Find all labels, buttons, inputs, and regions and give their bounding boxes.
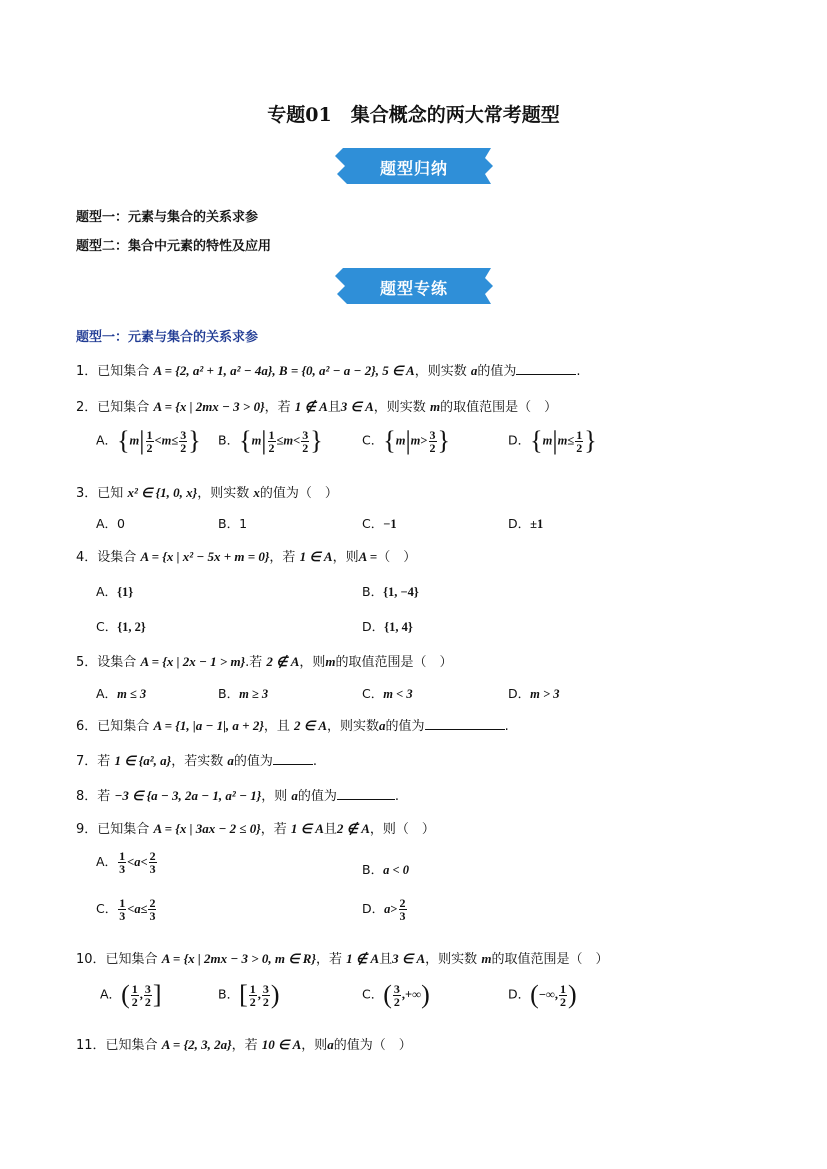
q3-option-b: B．1 bbox=[218, 516, 248, 531]
math-expression: A = {x | 3ax − 2 ≤ 0} bbox=[153, 821, 261, 836]
q4-option-d: D．{1, 4} bbox=[362, 619, 413, 634]
math-expression: A = {x | 2mx − 3 > 0} bbox=[153, 399, 265, 414]
question-4: 4．设集合 A = {x | x² − 5x + m = 0}，若 1 ∈ A，则A =（ ） bbox=[76, 549, 417, 565]
q5-option-d: D．m > 3 bbox=[508, 686, 560, 701]
math-expression: 1 ∈ {a², a} bbox=[114, 753, 172, 768]
section-heading: 题型一：元素与集合的关系求参 bbox=[76, 330, 259, 345]
q4-option-c: C．{1, 2} bbox=[96, 619, 146, 634]
math-expression: A = {x | 2mx − 3 > 0, m ∈ R} bbox=[161, 951, 316, 966]
q2-option-a: A．{m| $\frac{1}{2}$ <m≤ $\frac{3}{2}$ } bbox=[96, 426, 201, 455]
q2-option-d: D．{m|m≤ $\frac{1}{2}$ } bbox=[508, 426, 597, 455]
summary-item-2: 题型二：集合中元素的特性及应用 bbox=[76, 239, 272, 254]
banner-summary bbox=[333, 146, 495, 186]
question-2: 2．已知集合 A = {x | 2mx − 3 > 0}，若 1 ∉ A且3 ∈ A，则实数 m的取值范围是（ ） bbox=[76, 399, 558, 415]
math-expression: A = {x | 2x − 1 > m} bbox=[140, 654, 246, 669]
q4-option-b: B．{1, −4} bbox=[362, 584, 419, 599]
q4-option-a: A．{1} bbox=[96, 584, 134, 599]
q2-option-b: B．{m| $\frac{1}{2}$ ≤m< $\frac{3}{2}$ } bbox=[218, 426, 323, 455]
q9-option-c: C． $\frac{1}{3}$ <a≤ $\frac{2}{3}$ bbox=[96, 896, 156, 923]
q3-option-d: D．±1 bbox=[508, 516, 544, 531]
question-6: 6．已知集合 A = {1, |a − 1|, a + 2}，且 2 ∈ A，则实数a的值为 . bbox=[76, 718, 509, 734]
math-expression: x² ∈ {1, 0, x} bbox=[127, 485, 198, 500]
q3-option-c: C．−1 bbox=[362, 516, 397, 531]
page-title: 专题01 集合概念的两大常考题型 bbox=[267, 104, 560, 126]
q2-option-c: C．{m|m> $\frac{3}{2}$ } bbox=[362, 426, 451, 455]
q5-option-b: B．m ≥ 3 bbox=[218, 686, 269, 701]
summary-item-1: 题型一：元素与集合的关系求参 bbox=[76, 210, 259, 225]
banner-summary-label: 题型归纳 bbox=[379, 159, 448, 178]
answer-blank bbox=[516, 362, 576, 375]
q10-option-b: B．[ $\frac{1}{2}$ , $\frac{3}{2}$ ) bbox=[218, 980, 280, 1009]
math-expression: A = {1, |a − 1|, a + 2} bbox=[153, 718, 264, 733]
math-expression: A = {2, a² + 1, a² − 4a}, B = {0, a² − a − 2}, 5 ∈ A bbox=[153, 363, 415, 378]
q9-option-a: A． $\frac{1}{3}$ <a< $\frac{2}{3}$ bbox=[96, 849, 156, 876]
math-expression: A = {2, 3, 2a} bbox=[161, 1037, 232, 1052]
banner-practice-label: 题型专练 bbox=[379, 279, 448, 298]
answer-blank bbox=[337, 787, 395, 800]
q10-option-d: D．(−∞, $\frac{1}{2}$ ) bbox=[508, 980, 577, 1009]
q-number: 1． bbox=[76, 364, 98, 379]
question-10: 10．已知集合 A = {x | 2mx − 3 > 0, m ∈ R}，若 1 ∉ A且3 ∈ A，则实数 m的取值范围是（ ） bbox=[76, 951, 609, 967]
answer-blank bbox=[273, 752, 313, 765]
q3-option-a: A．0 bbox=[96, 516, 126, 531]
q10-option-c: C．( $\frac{3}{2}$ ,+∞) bbox=[362, 980, 430, 1009]
question-7: 7．若 1 ∈ {a², a}，若实数 a的值为 . bbox=[76, 753, 318, 769]
q9-option-b: B．a < 0 bbox=[362, 862, 409, 877]
answer-blank bbox=[425, 717, 505, 730]
question-1: 1．已知集合 A = {2, a² + 1, a² − 4a}, B = {0, a² − a − 2}, 5 ∈ A，则实数 a的值为 . bbox=[76, 363, 581, 379]
math-expression: A = {x | x² − 5x + m = 0} bbox=[140, 549, 270, 564]
question-8: 8．若 −3 ∈ {a − 3, 2a − 1, a² − 1}，则 a的值为 . bbox=[76, 788, 400, 804]
question-11: 11．已知集合 A = {2, 3, 2a}，若 10 ∈ A，则a的值为（ ） bbox=[76, 1037, 412, 1053]
question-9: 9．已知集合 A = {x | 3ax − 2 ≤ 0}，若 1 ∈ A且2 ∉ A，则（ ） bbox=[76, 821, 435, 837]
q9-option-d: D．a> $\frac{2}{3}$ bbox=[362, 896, 406, 923]
q10-option-a: A．( $\frac{1}{2}$ , $\frac{3}{2}$ ] bbox=[100, 980, 162, 1009]
q5-option-c: C．m < 3 bbox=[362, 686, 413, 701]
banner-practice bbox=[333, 266, 495, 306]
question-3: 3．已知 x² ∈ {1, 0, x}，则实数 x的值为（ ） bbox=[76, 485, 338, 501]
math-expression: −3 ∈ {a − 3, 2a − 1, a² − 1} bbox=[114, 788, 262, 803]
question-5: 5．设集合 A = {x | 2x − 1 > m}.若 2 ∉ A，则m的取值范围是（ ） bbox=[76, 654, 453, 670]
q5-option-a: A．m ≤ 3 bbox=[96, 686, 147, 701]
